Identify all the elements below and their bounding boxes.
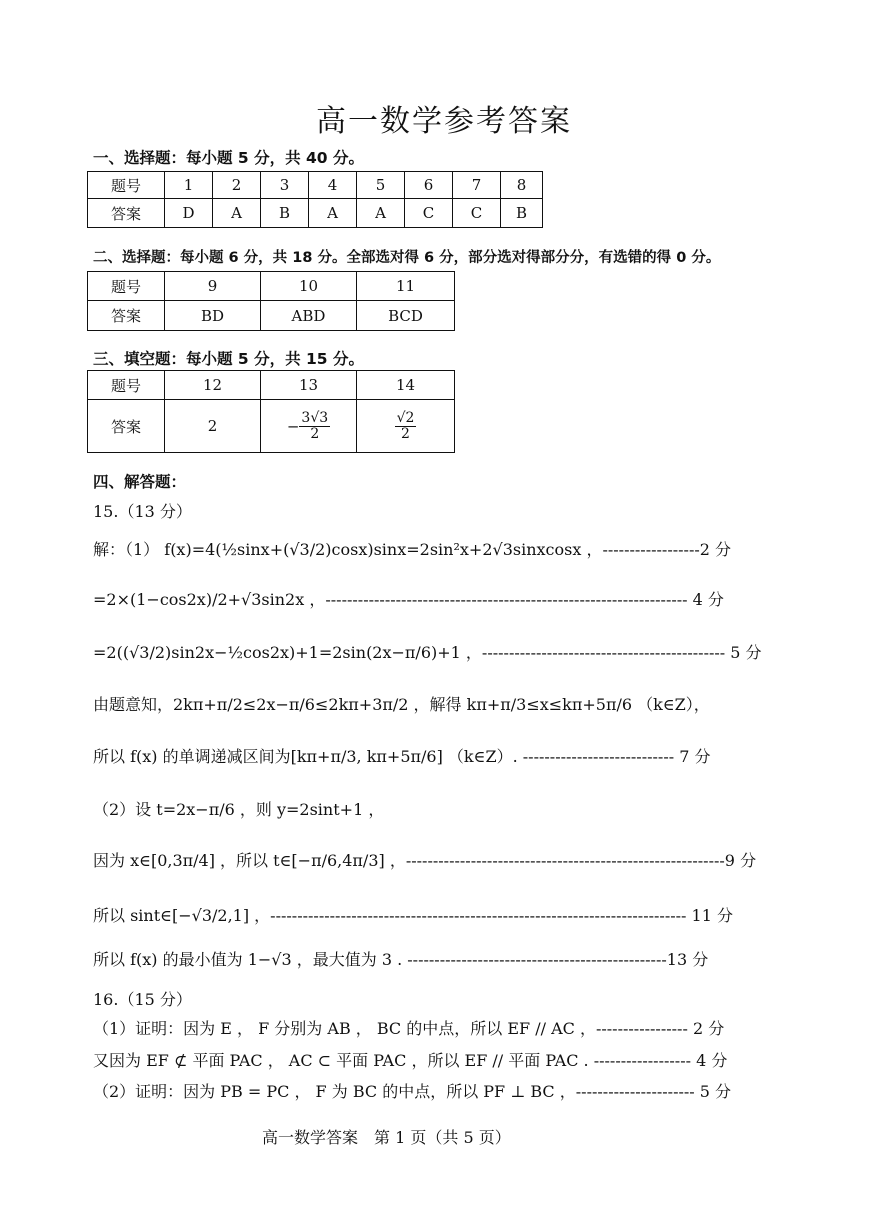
table-cell: 7 xyxy=(453,172,501,199)
table-cell: 8 xyxy=(501,172,543,199)
solution-line: （2）证明：因为 PB = PC ， F 为 BC 的中点，所以 PF ⊥ BC ，---------------------- 5 分 xyxy=(93,1082,732,1101)
numerator: 3√3 xyxy=(301,409,329,426)
solution-line: 由题意知，2kπ+π/2≤2x−π/6≤2kπ+3π/2 ，解得 kπ+π/3≤x≤kπ+5π/6 （k∈Z）， xyxy=(93,695,710,714)
q15-header: 15.（13 分） xyxy=(93,502,192,521)
section2-heading: 二、选择题：每小题 6 分，共 18 分。全部选对得 6 分，部分选对得部分分，有选错的得 0 分。 xyxy=(93,250,721,266)
section2-answer-table xyxy=(87,271,455,331)
table-cell: BD xyxy=(165,301,261,331)
table-cell: 题号 xyxy=(88,172,165,199)
table-cell: 12 xyxy=(165,371,261,400)
table-cell: 4 xyxy=(309,172,357,199)
table-cell: 11 xyxy=(357,272,455,301)
table-cell: 10 xyxy=(261,272,357,301)
solution-line: （1）证明：因为 E ， F 分别为 AB ， BC 的中点，所以 EF // AC ，----------------- 2 分 xyxy=(93,1019,725,1038)
table-row xyxy=(88,301,455,331)
table-cell: B xyxy=(261,199,309,228)
table-row xyxy=(88,371,455,400)
solution-line: =2×(1−cos2x)/2+√3sin2x ，------------------------------------------------------------------- 4 分 xyxy=(93,590,724,609)
table-row xyxy=(88,199,543,228)
denominator: 2 xyxy=(310,425,320,442)
table-cell: 答案 xyxy=(88,301,165,331)
table-cell: 3 xyxy=(261,172,309,199)
solution-line: 所以 f(x) 的单调递减区间为[kπ+π/3, kπ+5π/6] （k∈Z）. ---------------------------- 7 分 xyxy=(93,747,711,766)
table-cell: 答案 xyxy=(88,199,165,228)
solution-line: 解：（1） f(x)=4(½sinx+(√3/2)cosx)sinx=2sin²x+2√3sinxcosx ，------------------2 分 xyxy=(93,540,732,559)
section1-heading: 一、选择题：每小题 5 分，共 40 分。 xyxy=(93,149,364,167)
table-cell: 2 xyxy=(165,400,261,453)
table-cell: A xyxy=(213,199,261,228)
table-cell: C xyxy=(405,199,453,228)
table-row xyxy=(88,400,455,453)
section1-answer-table xyxy=(87,171,543,228)
solution-line: =2((√3/2)sin2x−½cos2x)+1=2sin(2x−π/6)+1 ，--------------------------------------------- 5 分 xyxy=(93,643,762,662)
table-cell: A xyxy=(357,199,405,228)
table-cell: 2 xyxy=(213,172,261,199)
table-cell: 13 xyxy=(261,371,357,400)
page-footer: 高一数学答案 第 1 页（共 5 页） xyxy=(262,1128,511,1147)
table-cell: 5 xyxy=(357,172,405,199)
solution-line: 因为 x∈[0,3π/4] ，所以 t∈[−π/6,4π/3] ，-----------------------------------------------------------9 分 xyxy=(93,851,757,870)
table-cell: 1 xyxy=(165,172,213,199)
denominator: 2 xyxy=(401,425,410,442)
numerator: √2 xyxy=(396,409,415,426)
table-cell: 6 xyxy=(405,172,453,199)
table-cell: ABD xyxy=(261,301,357,331)
table-cell: D xyxy=(165,199,213,228)
table-cell: A xyxy=(309,199,357,228)
table-cell: 题号 xyxy=(88,371,165,400)
page-title: 高一数学参考答案 xyxy=(316,104,572,139)
section3-heading: 三、填空题：每小题 5 分，共 15 分。 xyxy=(93,350,364,368)
fraction xyxy=(395,411,417,442)
section4-heading: 四、解答题： xyxy=(93,473,187,491)
solution-line: 所以 sint∈[−√3/2,1] ，----------------------------------------------------------------------------- 11 分 xyxy=(93,906,733,925)
table-cell: C xyxy=(453,199,501,228)
solution-line: 所以 f(x) 的最小值为 1−√3 ，最大值为 3 . ------------------------------------------------13 分 xyxy=(93,950,709,969)
table-cell: 14 xyxy=(357,371,455,400)
fraction xyxy=(299,411,330,442)
table-cell: 答案 xyxy=(88,400,165,453)
table-cell: BCD xyxy=(357,301,455,331)
table-cell xyxy=(261,400,357,453)
q16-header: 16.（15 分） xyxy=(93,990,192,1009)
table-row xyxy=(88,172,543,199)
minus-sign: − xyxy=(286,417,300,435)
table-cell xyxy=(357,400,455,453)
table-row xyxy=(88,272,455,301)
section3-answer-table xyxy=(87,370,455,453)
solution-line: （2）设 t=2x−π/6 ，则 y=2sint+1 ， xyxy=(93,800,385,819)
table-cell: 题号 xyxy=(88,272,165,301)
table-cell: 9 xyxy=(165,272,261,301)
solution-line: 又因为 EF ⊄ 平面 PAC ， AC ⊂ 平面 PAC ，所以 EF // 平面 PAC . ------------------ 4 分 xyxy=(93,1051,728,1070)
table-cell: B xyxy=(501,199,543,228)
